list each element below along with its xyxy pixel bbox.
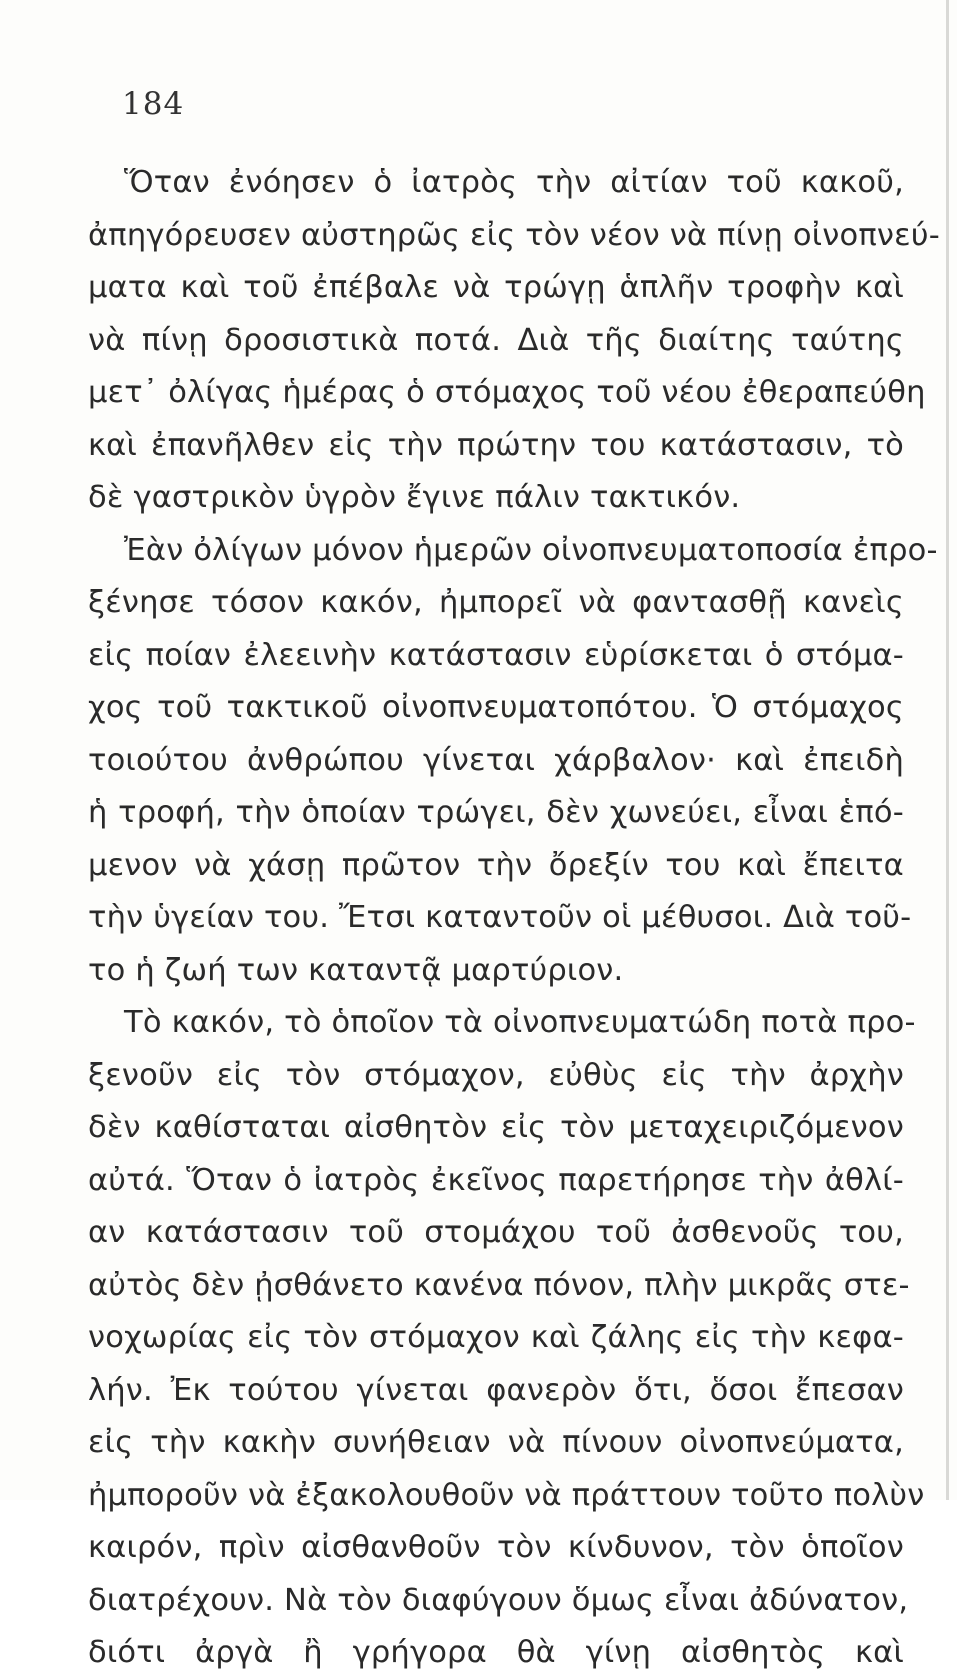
text-line: χος τοῦ τακτικοῦ οἰνοπνευματοπότου. Ὁ στόμαχος xyxy=(88,690,904,725)
text-line: μετ᾽ ὀλίγας ἡμέρας ὁ στόμαχος τοῦ νέου ἐθεραπεύθη xyxy=(88,375,926,410)
text-line: τὴν ὑγείαν του. Ἔτσι καταντοῦν οἱ μέθυσοι. Διὰ τοῦ- xyxy=(88,900,912,935)
text-line: ξενοῦν εἰς τὸν στόμαχον, εὐθὺς εἰς τὴν ἀρχὴν xyxy=(88,1057,904,1093)
text-line: ἀπηγόρευσεν αὐστηρῶς εἰς τὸν νέον νὰ πίνῃ οἰνοπνεύ- xyxy=(88,217,940,253)
body-text xyxy=(88,157,940,1680)
text-line: καιρόν, πρὶν αἰσθανθοῦν τὸν κίνδυνον, τὸν ὁποῖον xyxy=(88,1530,904,1565)
text-line: το ἡ ζωή των καταντᾷ μαρτύριον. xyxy=(88,952,624,988)
text-line: διότι ἀργὰ ἢ γρήγορα θὰ γίνῃ αἰσθητὸς καὶ xyxy=(88,1635,904,1670)
text-line: δὲν καθίσταται αἰσθητὸν εἰς τὸν μεταχειριζόμενον xyxy=(88,1110,904,1145)
text-line: νοχωρίας εἰς τὸν στόμαχον καὶ ζάλης εἰς τὴν κεφα- xyxy=(88,1320,904,1355)
page-edge xyxy=(946,0,949,1500)
text-line: δὲ γαστρικὸν ὑγρὸν ἔγινε πάλιν τακτικόν. xyxy=(88,480,741,515)
text-line: αὐτά. Ὅταν ὁ ἰατρὸς ἐκεῖνος παρετήρησε τὴν ἀθλί- xyxy=(88,1162,904,1198)
text-line: διατρέχουν. Νὰ τὸν διαφύγουν ὅμως εἶναι ἀδύνατον, xyxy=(88,1582,909,1618)
text-line: Ἐὰν ὀλίγων μόνον ἡμερῶν οἰνοπνευματοποσία ἐπρο- xyxy=(124,532,938,568)
text-line: Τὸ κακόν, τὸ ὁποῖον τὰ οἰνοπνευματώδη ποτὰ προ- xyxy=(124,1005,916,1040)
text-line: καὶ ἐπανῆλθεν εἰς τὴν πρώτην του κατάστασιν, τὸ xyxy=(88,427,904,463)
text-line: ματα καὶ τοῦ ἐπέβαλε νὰ τρώγῃ ἁπλῆν τροφὴν καὶ xyxy=(88,270,904,305)
text-line: αὐτὸς δὲν ᾐσθάνετο κανένα πόνον, πλὴν μικρᾶς στε- xyxy=(88,1267,910,1303)
text-line: νὰ πίνῃ δροσιστικὰ ποτά. Διὰ τῆς διαίτης ταύτης xyxy=(88,322,904,358)
text-line: λήν. Ἐκ τούτου γίνεται φανερὸν ὅτι, ὅσοι ἔπεσαν xyxy=(88,1372,904,1408)
text-line: ξένησε τόσον κακόν, ἠμπορεῖ νὰ φαντασθῇ κανεὶς xyxy=(88,585,904,620)
text-line: ἠμποροῦν νὰ ἐξακολουθοῦν νὰ πράττουν τοῦτο πολὺν xyxy=(88,1477,925,1513)
text-line: Ὅταν ἐνόησεν ὁ ἰατρὸς τὴν αἰτίαν τοῦ κακοῦ, xyxy=(124,165,904,200)
text-line: αν κατάστασιν τοῦ στομάχου τοῦ ἀσθενοῦς του, xyxy=(88,1215,904,1250)
text-line: ἡ τροφή, τὴν ὁποίαν τρώγει, δὲν χωνεύει, εἶναι ἑπό- xyxy=(88,795,904,830)
page-number: 184 xyxy=(122,86,185,122)
text-line: μενον νὰ χάσῃ πρῶτον τὴν ὄρεξίν του καὶ ἔπειτα xyxy=(88,847,904,883)
text-line: τοιούτου ἀνθρώπου γίνεται χάρβαλον· καὶ ἐπειδὴ xyxy=(88,742,904,778)
text-line: εἰς τὴν κακὴν συνήθειαν νὰ πίνουν οἰνοπνεύματα, xyxy=(88,1425,904,1460)
text-line: εἰς ποίαν ἐλεεινὴν κατάστασιν εὑρίσκεται ὁ στόμα- xyxy=(88,637,904,673)
